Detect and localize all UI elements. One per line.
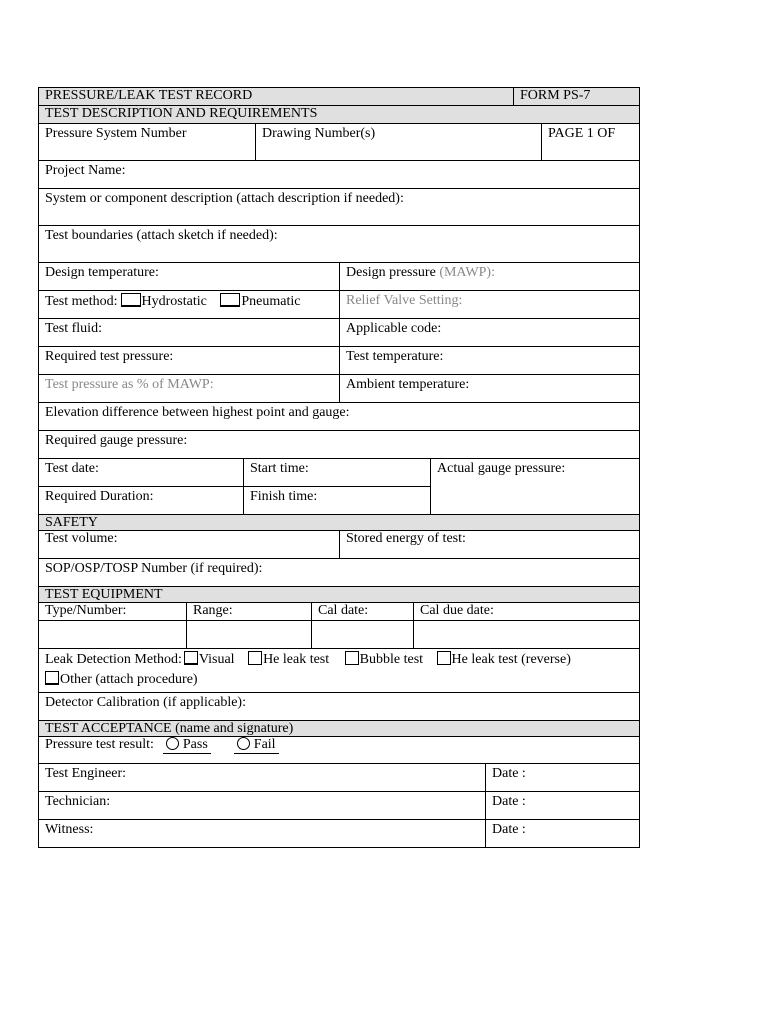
fail-option[interactable]: [234, 737, 278, 754]
section-title-safety: SAFETY: [45, 515, 98, 530]
test-pressure-row: [38, 347, 640, 375]
cal-date-header: Cal date:: [311, 603, 413, 620]
witness-field[interactable]: Witness:: [45, 822, 94, 837]
leak-detection-label: Leak Detection Method:: [45, 652, 182, 667]
system-description-row: [38, 189, 640, 226]
other-label: Other (attach procedure): [60, 672, 198, 687]
test-date-field[interactable]: Test date:: [39, 459, 243, 487]
form-title-row: [38, 87, 640, 106]
he-leak-checkbox[interactable]: [248, 651, 262, 665]
section-header-acceptance: [38, 721, 640, 737]
drawing-numbers-field[interactable]: Drawing Number(s): [255, 124, 541, 160]
required-test-pressure-field[interactable]: Required test pressure:: [45, 349, 174, 364]
detector-calibration-field[interactable]: Detector Calibration (if applicable):: [45, 695, 246, 710]
range-header: Range:: [186, 603, 311, 620]
test-fluid-row: [38, 319, 640, 347]
elevation-row: [38, 403, 640, 431]
sop-number-field[interactable]: SOP/OSP/TOSP Number (if required):: [45, 561, 263, 576]
design-pressure-unit: (MAWP):: [439, 265, 495, 280]
test-method-field: [39, 291, 339, 318]
applicable-code-field[interactable]: Applicable code:: [339, 319, 639, 346]
section-title-acceptance: TEST ACCEPTANCE (name and signature): [45, 721, 294, 736]
test-fluid-field[interactable]: Test fluid:: [45, 321, 102, 336]
section-title-equipment: TEST EQUIPMENT: [45, 587, 163, 602]
visual-label: Visual: [198, 652, 235, 667]
visual-checkbox[interactable]: [184, 651, 198, 665]
leak-detection-field: [39, 649, 639, 692]
test-boundaries-row: [38, 226, 640, 263]
gauge-pressure-row: [38, 431, 640, 459]
test-method-label: Test method:: [45, 294, 118, 309]
equipment-header-row: [38, 603, 640, 621]
leak-detection-row: [38, 649, 640, 693]
witness-row: [38, 820, 640, 848]
hydrostatic-label: Hydrostatic: [141, 294, 207, 309]
type-number-header: Type/Number:: [45, 603, 127, 618]
ambient-temperature-field[interactable]: Ambient temperature:: [339, 375, 639, 402]
start-time-field[interactable]: Start time:: [243, 459, 430, 487]
test-temperature-field[interactable]: Test temperature:: [339, 347, 639, 374]
equipment-entry-row: [38, 621, 640, 649]
elevation-difference-field[interactable]: Elevation difference between highest point and gauge:: [45, 405, 350, 420]
section-header-description: [38, 106, 640, 124]
design-row: [38, 263, 640, 291]
pressure-result-label: Pressure test result:: [45, 737, 154, 752]
pass-radio[interactable]: [166, 737, 179, 750]
relief-valve-setting-field[interactable]: Relief Valve Setting:: [339, 291, 639, 318]
pressure-result-row: [38, 737, 640, 764]
he-leak-reverse-checkbox[interactable]: [437, 651, 451, 665]
test-engineer-field[interactable]: Test Engineer:: [45, 766, 127, 781]
technician-row: [38, 792, 640, 820]
fail-radio[interactable]: [237, 737, 250, 750]
witness-date-field[interactable]: Date :: [485, 820, 639, 847]
technician-date-field[interactable]: Date :: [485, 792, 639, 819]
hydrostatic-checkbox[interactable]: [121, 293, 141, 307]
bubble-test-checkbox[interactable]: [345, 651, 359, 665]
form-id: FORM PS-7: [513, 88, 640, 105]
design-temperature-field[interactable]: Design temperature:: [45, 265, 159, 280]
cal-due-date-header: Cal due date:: [413, 603, 639, 620]
test-boundaries-field[interactable]: Test boundaries (attach sketch if needed):: [45, 228, 278, 243]
cal-date-input[interactable]: [311, 621, 413, 648]
he-leak-reverse-label: He leak test (reverse): [451, 652, 571, 667]
pressure-leak-test-form: [38, 87, 640, 848]
pneumatic-label: Pneumatic: [241, 294, 301, 309]
system-description-field[interactable]: System or component description (attach description if needed):: [45, 191, 404, 206]
finish-time-field[interactable]: Finish time:: [243, 487, 430, 514]
range-input[interactable]: [186, 621, 311, 648]
actual-gauge-pressure-field[interactable]: Actual gauge pressure:: [430, 459, 639, 514]
system-number-row: [38, 124, 640, 161]
mawp-row: [38, 375, 640, 403]
fail-label: Fail: [253, 737, 276, 752]
type-number-input[interactable]: [39, 621, 186, 648]
he-leak-label: He leak test: [263, 652, 330, 667]
sop-row: [38, 559, 640, 587]
test-method-row: [38, 291, 640, 319]
section-header-safety: [38, 515, 640, 531]
page-number-field[interactable]: PAGE 1 OF: [541, 124, 639, 160]
test-pressure-pct-field[interactable]: Test pressure as % of MAWP:: [45, 377, 214, 392]
pressure-system-number-field[interactable]: Pressure System Number: [45, 126, 187, 141]
stored-energy-field[interactable]: Stored energy of test:: [339, 531, 639, 558]
design-pressure-field[interactable]: [339, 263, 639, 290]
cal-due-date-input[interactable]: [413, 621, 639, 648]
section-title-description: TEST DESCRIPTION AND REQUIREMENTS: [45, 106, 318, 121]
bubble-test-label: Bubble test: [359, 652, 424, 667]
test-engineer-row: [38, 764, 640, 792]
form-title: PRESSURE/LEAK TEST RECORD: [45, 88, 253, 103]
pass-option[interactable]: [163, 737, 210, 754]
test-engineer-date-field[interactable]: Date :: [485, 764, 639, 791]
project-name-field[interactable]: Project Name:: [45, 163, 126, 178]
pass-label: Pass: [182, 737, 208, 752]
section-header-equipment: [38, 587, 640, 603]
pressure-result-field: [39, 737, 639, 763]
pneumatic-checkbox[interactable]: [220, 293, 240, 307]
design-pressure-label: Design pressure: [346, 265, 436, 280]
test-volume-row: [38, 531, 640, 559]
technician-field[interactable]: Technician:: [45, 794, 111, 809]
required-gauge-pressure-field[interactable]: Required gauge pressure:: [45, 433, 188, 448]
detector-calibration-row: [38, 693, 640, 721]
test-volume-field[interactable]: Test volume:: [45, 531, 118, 546]
date-time-block: [38, 459, 640, 515]
project-name-row: [38, 161, 640, 189]
other-checkbox[interactable]: [45, 671, 59, 685]
required-duration-field[interactable]: Required Duration:: [45, 489, 154, 504]
